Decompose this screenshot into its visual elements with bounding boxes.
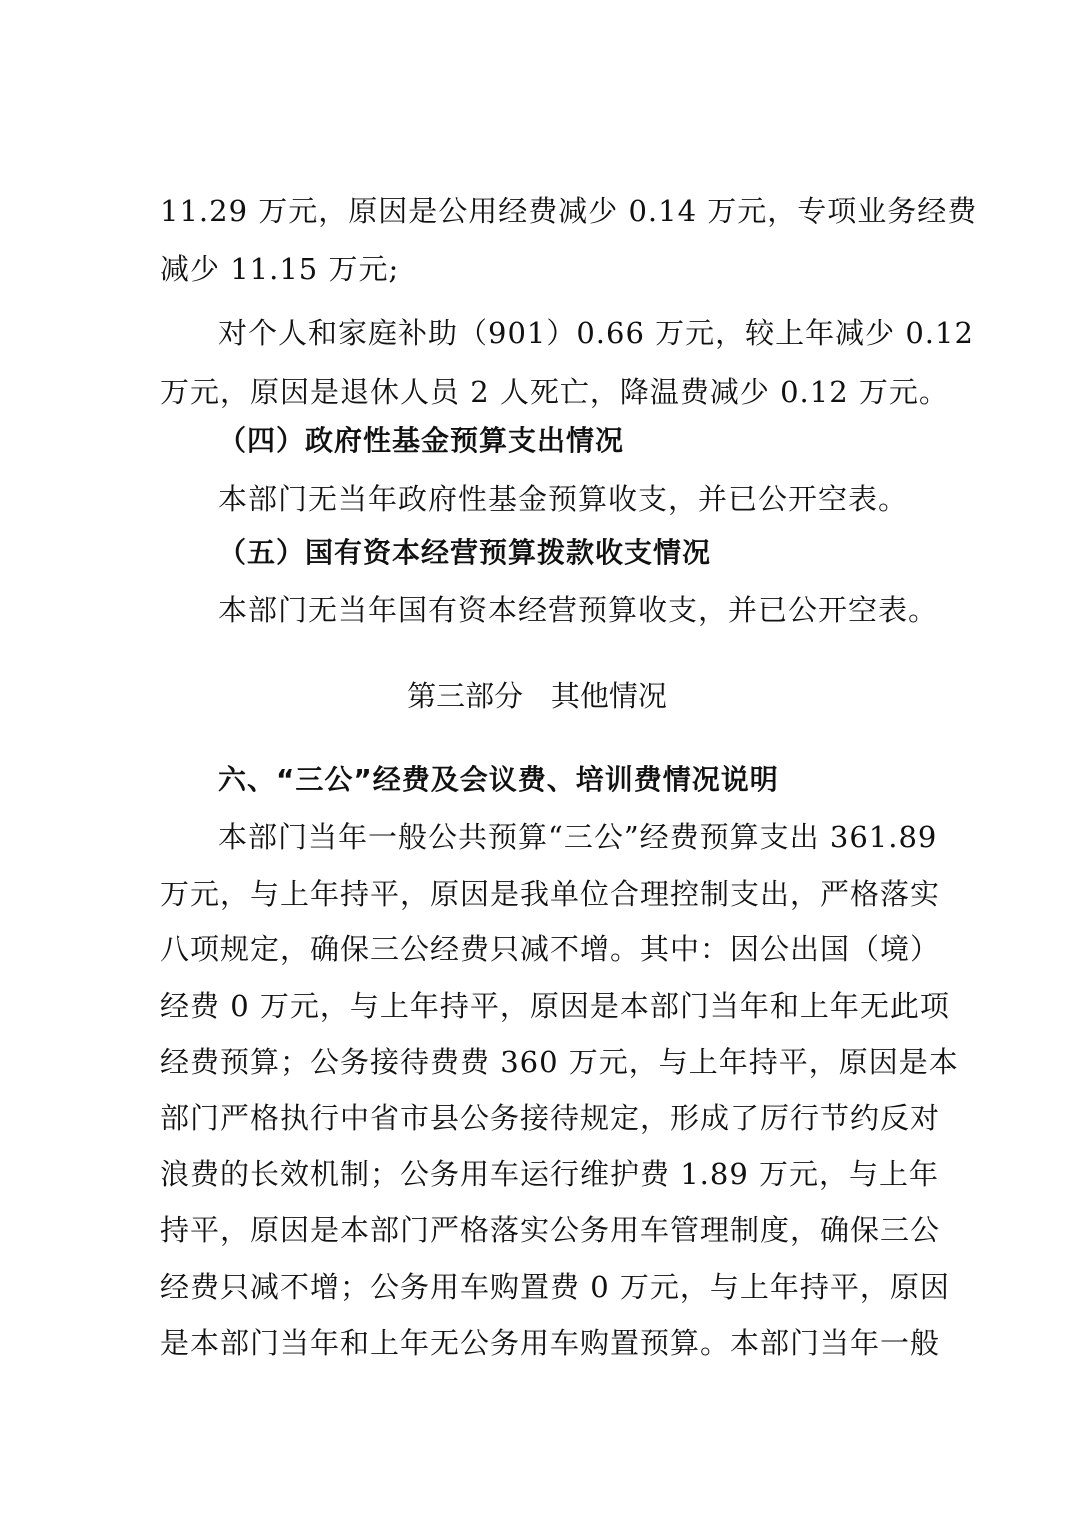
section-heading-state-capital: （五）国有资本经营预算拨款收支情况 [218,536,712,569]
body-text-line: 减少 11.15 万元; [160,252,400,286]
body-text-line: 经费预算；公务接待费费 360 万元，与上年持平，原因是本 [160,1045,959,1079]
body-text-line: 11.29 万元，原因是公用经费减少 0.14 万元，专项业务经费 [160,194,978,228]
section-heading-government-fund: （四）政府性基金预算支出情况 [218,424,625,457]
body-text-line: 本部门当年一般公共预算“三公”经费预算支出 361.89 [218,820,938,854]
body-text-line: 万元，原因是退休人员 2 人死亡，降温费减少 0.12 万元。 [160,375,949,409]
body-text-line: 本部门无当年国有资本经营预算收支，并已公开空表。 [218,593,939,627]
part-title: 第三部分 其他情况 [407,679,667,713]
body-text-line: 浪费的长效机制；公务用车运行维护费 1.89 万元，与上年 [160,1157,940,1191]
body-text-line: 经费 0 万元，与上年持平，原因是本部门当年和上年无此项 [160,989,950,1023]
body-text-line: 本部门无当年政府性基金预算收支，并已公开空表。 [218,482,909,516]
body-text-line: 经费只减不增；公务用车购置费 0 万元，与上年持平，原因 [160,1270,950,1304]
body-text-line: 万元，与上年持平，原因是我单位合理控制支出，严格落实 [160,877,941,911]
section-heading-three-public: 六、“三公”经费及会议费、培训费情况说明 [218,763,779,796]
body-text-line: 持平，原因是本部门严格落实公务用车管理制度，确保三公 [160,1213,941,1247]
body-text-line: 对个人和家庭补助（901）0.66 万元，较上年减少 0.12 [218,316,974,350]
body-text-line: 是本部门当年和上年无公务用车购置预算。本部门当年一般 [160,1326,941,1360]
body-text-line: 部门严格执行中省市县公务接待规定，形成了厉行节约反对 [160,1101,941,1135]
body-text-line: 八项规定，确保三公经费只减不增。其中：因公出国（境） [160,932,941,966]
